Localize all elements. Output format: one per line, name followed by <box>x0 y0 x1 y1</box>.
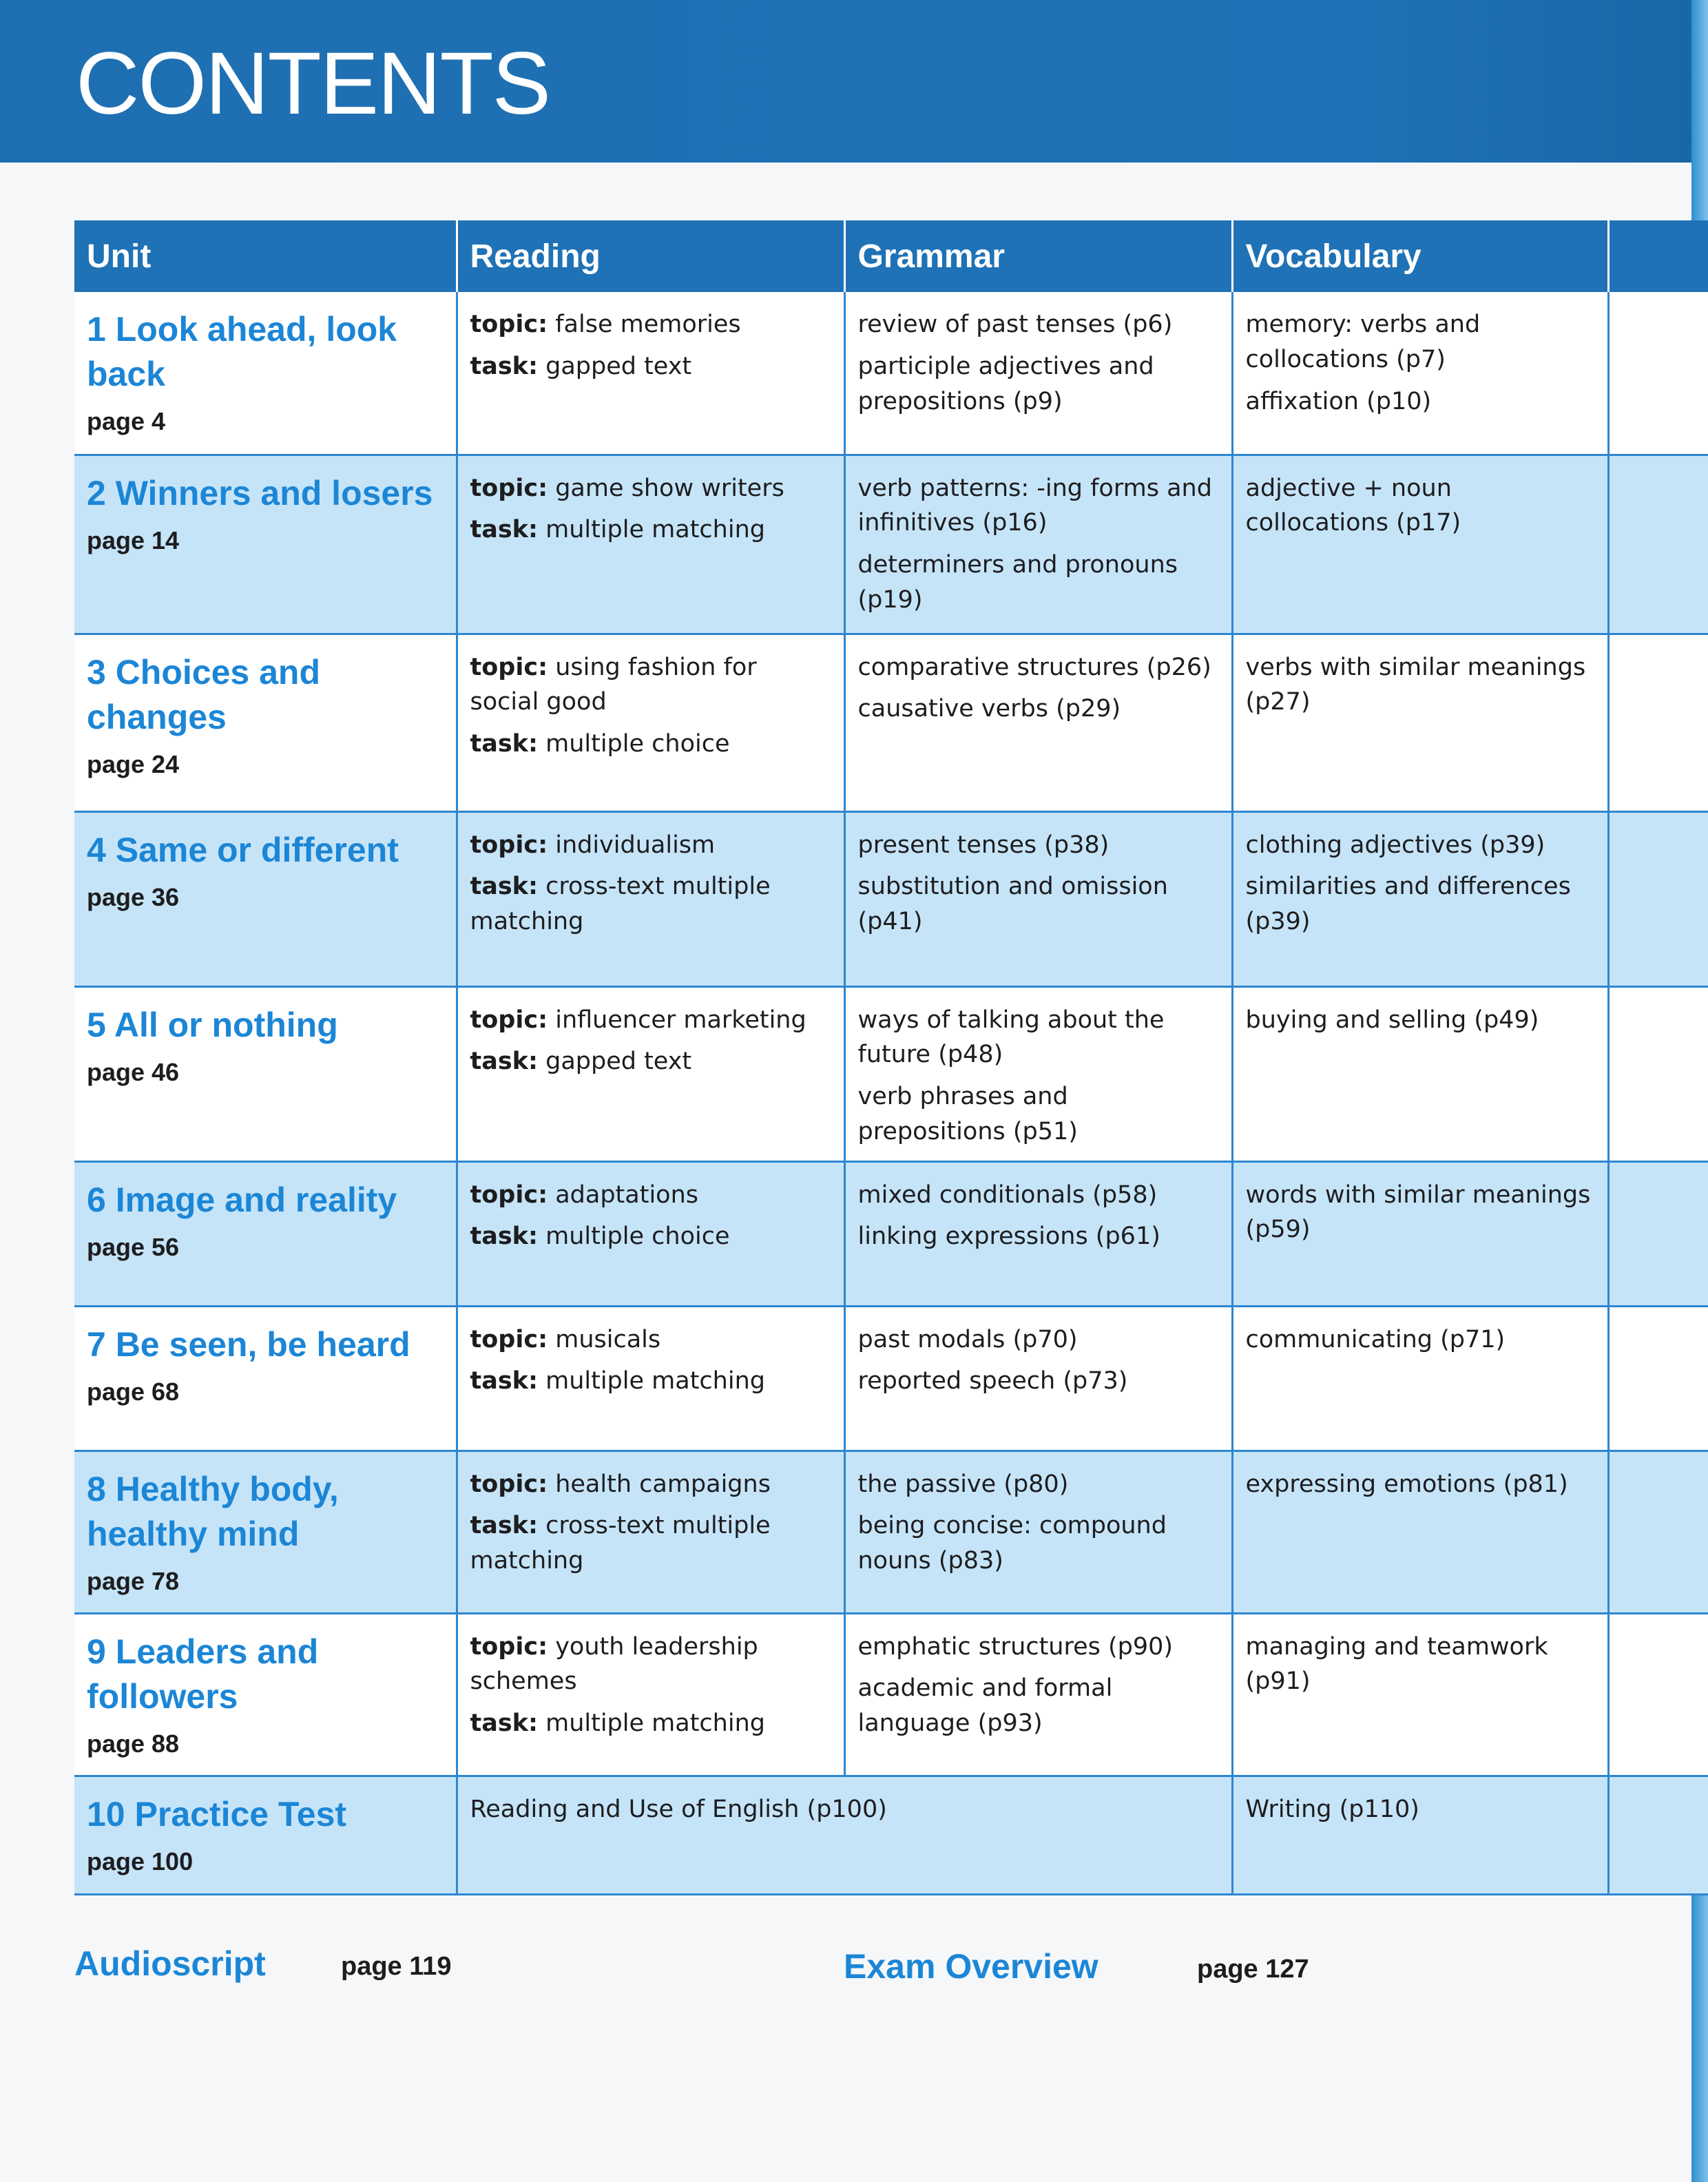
topic-label: topic: <box>470 1325 548 1353</box>
vocabulary-cell <box>1232 634 1608 811</box>
extra-cell <box>1608 455 1708 634</box>
extra-cell <box>1608 1451 1708 1613</box>
task-text: multiple matching <box>545 516 765 544</box>
unit-title-link[interactable]: 10 Practice Test <box>87 1794 347 1833</box>
topic-label: topic: <box>470 1006 548 1034</box>
unit-page-number: page 4 <box>87 407 166 435</box>
unit-title-link[interactable]: 4 Same or different <box>87 830 399 869</box>
extra-cell <box>1608 634 1708 811</box>
vocabulary-item: communicating (p71) <box>1245 1325 1506 1353</box>
task-label: task: <box>470 1367 538 1395</box>
grammar-cell <box>844 986 1232 1161</box>
grammar-item: participle adjectives and prepositions (p9) <box>857 352 1154 415</box>
header-banner <box>0 0 1708 163</box>
vocabulary-cell <box>1232 811 1608 986</box>
column-header-unit: Unit <box>74 220 457 292</box>
unit-title-link[interactable]: 7 Be seen, be heard <box>87 1324 410 1364</box>
grammar-item: academic and formal language (p93) <box>857 1674 1113 1737</box>
table-row <box>74 455 1708 634</box>
grammar-cell <box>844 811 1232 986</box>
grammar-item: review of past tenses (p6) <box>857 311 1173 338</box>
task-text: multiple choice <box>545 730 730 758</box>
vocabulary-cell <box>1232 1451 1608 1613</box>
grammar-cell <box>844 634 1232 811</box>
table-header-row <box>74 220 1708 292</box>
unit-title-link[interactable]: 5 All or nothing <box>87 1005 338 1044</box>
grammar-item: verb phrases and prepositions (p51) <box>857 1083 1078 1145</box>
vocabulary-item: memory: verbs and collocations (p7) <box>1245 311 1481 373</box>
reading-cell <box>457 1161 844 1306</box>
unit-title-link[interactable]: 1 Look ahead, look back <box>87 310 397 393</box>
grammar-cell <box>844 1161 1232 1306</box>
reading-cell <box>457 292 844 455</box>
topic-label: topic: <box>470 1181 548 1209</box>
reading-cell <box>457 1451 844 1613</box>
reading-task <box>470 1044 831 1079</box>
reading-topic <box>470 1467 831 1502</box>
reading-cell <box>457 1306 844 1451</box>
extra-cell <box>1608 986 1708 1161</box>
column-header-vocabulary: Vocabulary <box>1232 220 1608 292</box>
task-label: task: <box>470 1710 538 1737</box>
topic-label: topic: <box>470 1632 548 1661</box>
table-row <box>74 986 1708 1161</box>
vocabulary-item: managing and teamwork (p91) <box>1245 1632 1548 1696</box>
extra-cell <box>1608 1613 1708 1776</box>
grammar-item: linking expressions (p61) <box>857 1223 1160 1251</box>
table-body <box>74 292 1708 1894</box>
extra-cell <box>1608 1161 1708 1306</box>
table-row-practice-test <box>74 1776 1708 1894</box>
topic-text: adaptations <box>555 1181 698 1209</box>
table-row <box>74 292 1708 455</box>
grammar-item: comparative structures (p26) <box>857 653 1211 681</box>
unit-cell <box>74 1613 457 1776</box>
reading-task <box>470 349 831 384</box>
grammar-cell <box>844 292 1232 455</box>
unit-cell <box>74 455 457 634</box>
vocabulary-cell <box>1232 1613 1608 1776</box>
unit-page-number: page 46 <box>87 1057 180 1086</box>
reading-task <box>470 1364 831 1399</box>
task-text: gapped text <box>545 352 692 380</box>
unit-page-number: page 14 <box>87 526 180 554</box>
task-label: task: <box>470 873 538 901</box>
unit-cell <box>74 1161 457 1306</box>
contents-table <box>74 220 1708 1895</box>
vocabulary-cell <box>1232 292 1608 455</box>
contents-table-wrapper <box>74 220 1708 1895</box>
reading-cell <box>457 986 844 1161</box>
unit-cell <box>74 811 457 986</box>
unit-page-number: page 100 <box>87 1847 194 1876</box>
extra-cell <box>1608 1776 1708 1894</box>
task-label: task: <box>470 1048 538 1076</box>
topic-text: youth leadership schemes <box>470 1632 758 1696</box>
task-text: multiple choice <box>545 1223 730 1251</box>
topic-text: false memories <box>555 311 741 338</box>
reading-use-text: Reading and Use of English (p100) <box>470 1795 887 1823</box>
topic-text: using fashion for social good <box>470 653 757 716</box>
extra-cell <box>1608 292 1708 455</box>
grammar-item: verb patterns: -ing forms and infinitives (p16) <box>857 474 1212 537</box>
extra-cell <box>1608 811 1708 986</box>
topic-label: topic: <box>470 474 548 502</box>
reading-cell <box>457 1613 844 1776</box>
topic-label: topic: <box>470 1470 548 1498</box>
table-row <box>74 1613 1708 1776</box>
exam-overview-page: page 127 <box>1197 1955 1309 1984</box>
task-label: task: <box>470 352 538 380</box>
reading-topic <box>470 307 831 342</box>
unit-cell <box>74 1306 457 1451</box>
reading-task <box>470 1508 831 1579</box>
table-row <box>74 1306 1708 1451</box>
grammar-item: substitution and omission (p41) <box>857 873 1168 935</box>
audioscript-link[interactable]: Audioscript <box>74 1944 266 1983</box>
vocabulary-item: similarities and differences (p39) <box>1245 873 1571 935</box>
audioscript-page: page 119 <box>341 1952 452 1981</box>
reading-task <box>470 727 831 762</box>
task-text: multiple matching <box>545 1367 765 1395</box>
vocabulary-cell <box>1232 986 1608 1161</box>
unit-page-number: page 56 <box>87 1232 180 1261</box>
vocabulary-cell <box>1232 1161 1608 1306</box>
reading-task <box>470 1706 831 1741</box>
extra-cell <box>1608 1306 1708 1451</box>
unit-cell <box>74 986 457 1161</box>
grammar-cell <box>844 1613 1232 1776</box>
unit-title-link[interactable]: 2 Winners and losers <box>87 473 433 512</box>
table-row <box>74 811 1708 986</box>
reading-use-cell <box>457 1776 1232 1894</box>
grammar-item: present tenses (p38) <box>857 831 1110 859</box>
topic-label: topic: <box>470 311 548 338</box>
topic-label: topic: <box>470 653 548 681</box>
vocabulary-cell <box>1232 455 1608 634</box>
task-text: multiple matching <box>545 1710 765 1737</box>
reading-topic <box>470 1322 831 1358</box>
unit-title-link[interactable]: 3 Choices and changes <box>87 652 320 736</box>
topic-text: health campaigns <box>555 1470 771 1498</box>
vocabulary-cell <box>1232 1306 1608 1451</box>
grammar-item: ways of talking about the future (p48) <box>857 1006 1165 1069</box>
unit-page-number: page 24 <box>87 749 180 778</box>
reading-task <box>470 512 831 548</box>
unit-title-link[interactable]: 8 Healthy body, healthy mind <box>87 1469 339 1553</box>
grammar-item: the passive (p80) <box>857 1470 1069 1498</box>
writing-text: Writing (p110) <box>1245 1795 1419 1823</box>
unit-cell <box>74 634 457 811</box>
reading-topic <box>470 828 831 863</box>
reading-cell <box>457 634 844 811</box>
vocabulary-item: verbs with similar meanings (p27) <box>1245 653 1586 716</box>
grammar-cell <box>844 1306 1232 1451</box>
reading-topic <box>470 471 831 506</box>
topic-text: game show writers <box>555 474 784 502</box>
task-text: cross-text multiple matching <box>470 1512 771 1575</box>
column-header-reading: Reading <box>457 220 844 292</box>
exam-overview-link[interactable]: Exam Overview <box>844 1947 1098 1986</box>
reading-topic <box>470 1178 831 1213</box>
topic-text: influencer marketing <box>555 1006 806 1034</box>
task-label: task: <box>470 730 538 758</box>
reading-cell <box>457 811 844 986</box>
grammar-item: causative verbs (p29) <box>857 695 1121 723</box>
vocabulary-item: adjective + noun collocations (p17) <box>1245 474 1461 537</box>
task-text: cross-text multiple matching <box>470 873 771 935</box>
topic-text: individualism <box>555 831 716 859</box>
topic-label: topic: <box>470 831 548 859</box>
unit-cell <box>74 1776 457 1894</box>
unit-title-link[interactable]: 9 Leaders and followers <box>87 1632 319 1716</box>
reading-cell <box>457 455 844 634</box>
task-label: task: <box>470 1512 538 1540</box>
unit-cell <box>74 1451 457 1613</box>
vocabulary-item: words with similar meanings (p59) <box>1245 1181 1591 1244</box>
writing-cell <box>1232 1776 1608 1894</box>
topic-text: musicals <box>555 1325 661 1353</box>
reading-topic <box>470 650 831 720</box>
grammar-item: determiners and pronouns (p19) <box>857 551 1178 614</box>
task-text: gapped text <box>545 1048 692 1076</box>
task-label: task: <box>470 516 538 544</box>
reading-topic <box>470 1630 831 1700</box>
reading-task <box>470 869 831 939</box>
reading-topic <box>470 1003 831 1038</box>
unit-page-number: page 78 <box>87 1566 180 1595</box>
reading-task <box>470 1219 831 1254</box>
unit-cell <box>74 292 457 455</box>
table-row <box>74 634 1708 811</box>
grammar-cell <box>844 1451 1232 1613</box>
grammar-item: being concise: compound nouns (p83) <box>857 1512 1167 1575</box>
vocabulary-item: affixation (p10) <box>1245 387 1432 415</box>
column-header-extra <box>1608 220 1708 292</box>
page-title: CONTENTS <box>76 34 550 133</box>
grammar-cell <box>844 455 1232 634</box>
vocabulary-item: buying and selling (p49) <box>1245 1006 1539 1034</box>
task-label: task: <box>470 1223 538 1251</box>
grammar-item: emphatic structures (p90) <box>857 1632 1174 1661</box>
vocabulary-item: expressing emotions (p81) <box>1245 1470 1568 1498</box>
unit-page-number: page 68 <box>87 1377 180 1406</box>
grammar-item: mixed conditionals (p58) <box>857 1181 1158 1209</box>
vocabulary-item: clothing adjectives (p39) <box>1245 831 1545 859</box>
column-header-grammar: Grammar <box>844 220 1232 292</box>
unit-page-number: page 88 <box>87 1729 180 1758</box>
grammar-item: past modals (p70) <box>857 1325 1078 1353</box>
grammar-item: reported speech (p73) <box>857 1367 1128 1395</box>
table-row <box>74 1451 1708 1613</box>
table-row <box>74 1161 1708 1306</box>
unit-title-link[interactable]: 6 Image and reality <box>87 1180 397 1219</box>
unit-page-number: page 36 <box>87 882 180 911</box>
